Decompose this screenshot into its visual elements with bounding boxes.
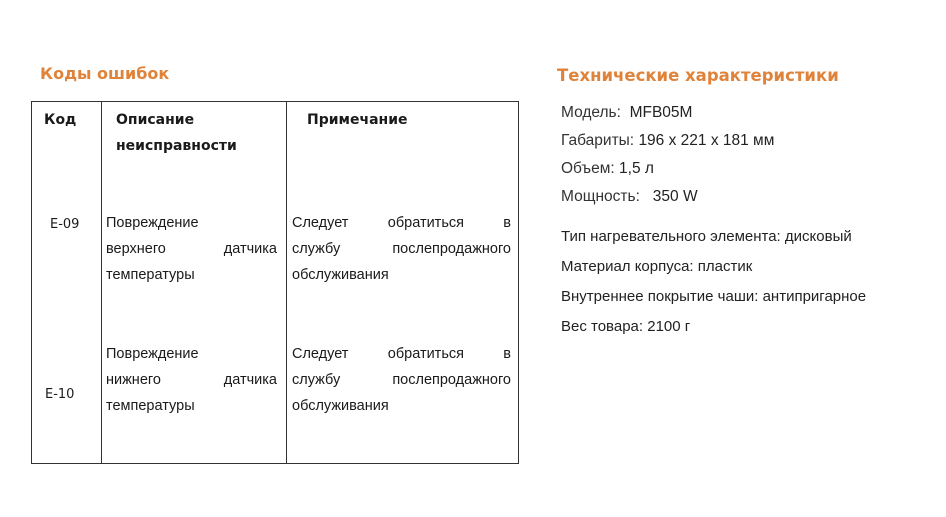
spec-label: Габариты: (561, 132, 635, 149)
spec-volume (561, 160, 654, 178)
spec-value: 1,5 л (619, 160, 654, 177)
spec-model (561, 104, 692, 122)
header-description-line: Описание (116, 112, 195, 128)
specs-title: Технические характеристики (557, 66, 839, 85)
header-note: Примечание (307, 112, 408, 128)
table-divider (101, 102, 102, 463)
spec-weight: Вес товара: 2100 г (561, 318, 691, 335)
description-line: верхнего датчика (106, 241, 277, 257)
spec-value: 350 W (652, 188, 698, 205)
spec-value: 196 х 221 х 181 мм (638, 132, 775, 149)
note-line: службу послепродажного (292, 372, 511, 388)
spec-housing: Материал корпуса: пластик (561, 258, 753, 275)
row-2-code: E-10 (45, 387, 75, 402)
header-code: Код (44, 112, 77, 128)
row-1-note (292, 210, 511, 288)
row-2-note (292, 341, 511, 419)
row-1-description (106, 210, 277, 288)
spec-heating: Тип нагревательного элемента: дисковый (561, 228, 852, 245)
row-1-code: E-09 (50, 217, 80, 232)
spec-label: Модель: (561, 104, 621, 121)
description-line: температуры (106, 398, 195, 414)
error-codes-table (31, 101, 519, 464)
spec-coating: Внутреннее покрытие чаши: антипригарное (561, 288, 867, 305)
note-line: Следует обратиться в (292, 346, 511, 362)
note-line: Следует обратиться в (292, 215, 511, 231)
row-2-description (106, 341, 277, 419)
error-codes-title: Коды ошибок (40, 64, 170, 83)
note-line: обслуживания (292, 267, 389, 283)
description-line: нижнего датчика (106, 372, 277, 388)
spec-label: Объем: (561, 160, 615, 177)
table-divider (286, 102, 287, 463)
spec-label: Мощность: (561, 188, 640, 205)
description-line: Повреждение (106, 346, 199, 362)
header-description (116, 107, 281, 159)
note-line: службу послепродажного (292, 241, 511, 257)
spec-power (561, 188, 698, 206)
spec-dimensions (561, 132, 774, 150)
note-line: обслуживания (292, 398, 389, 414)
header-description-line: неисправности (116, 138, 237, 154)
spec-value: MFB05M (629, 104, 693, 121)
description-line: температуры (106, 267, 195, 283)
description-line: Повреждение (106, 215, 199, 231)
